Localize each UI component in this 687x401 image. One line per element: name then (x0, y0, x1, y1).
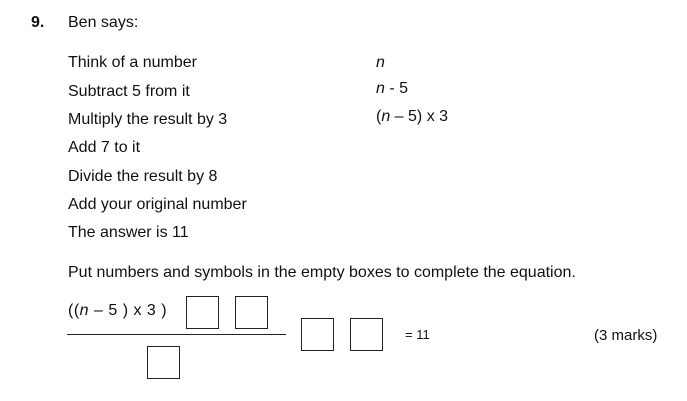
answer-box-numerator-2[interactable] (235, 296, 268, 329)
instruction-text: Put numbers and symbols in the empty boxes to complete the equation. (68, 264, 576, 281)
step-item: Divide the result by 8 (68, 168, 218, 185)
step-item: Add 7 to it (68, 139, 141, 156)
step-item: Add your original number (68, 196, 247, 213)
expression-variable: n (376, 80, 385, 97)
marks-label: (3 marks) (594, 327, 658, 344)
numerator-expression (68, 302, 167, 320)
step-item: Subtract 5 from it (68, 83, 190, 100)
numerator-rest: – 5 ) x 3 ) (89, 302, 168, 319)
answer-box-value[interactable] (350, 318, 383, 351)
numerator-prefix: (( (68, 302, 80, 319)
expression-variable: n (381, 108, 391, 125)
expression-item (376, 80, 408, 98)
answer-box-denominator[interactable] (147, 346, 180, 379)
fraction-line (67, 334, 286, 335)
expression-item (376, 54, 385, 72)
step-item: The answer is 11 (68, 224, 189, 241)
expression-text: - 5 (384, 80, 409, 97)
question-number: 9. (31, 14, 45, 31)
answer-box-numerator-1[interactable] (186, 296, 219, 329)
step-item: Think of a number (68, 54, 197, 71)
expression-text: – 5) x 3 (390, 108, 449, 125)
numerator-variable: n (79, 302, 90, 319)
expression-variable: n (376, 54, 385, 71)
answer-box-operator[interactable] (301, 318, 334, 351)
expression-item (376, 108, 448, 126)
equation-result: = 11 (405, 327, 430, 342)
step-item: Multiply the result by 3 (68, 111, 228, 128)
question-intro: Ben says: (68, 14, 139, 31)
expression-text: ( (376, 108, 382, 125)
